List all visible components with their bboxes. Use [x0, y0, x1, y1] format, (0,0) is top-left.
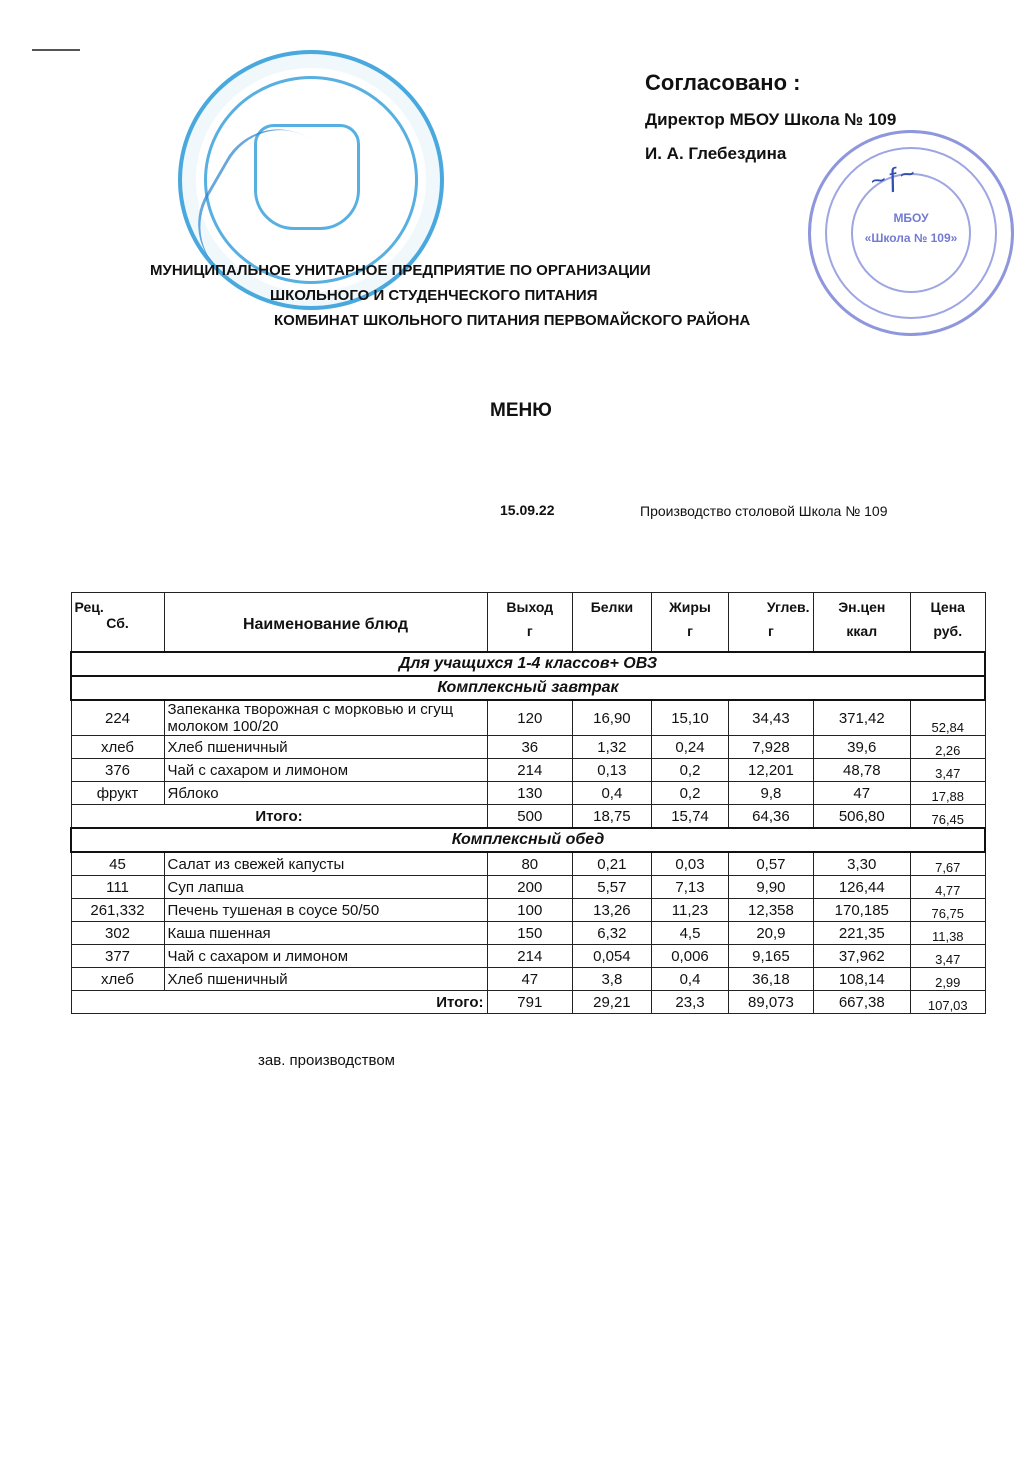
dish-carbs: 34,43 — [729, 700, 813, 736]
dish-carbs: 9,165 — [729, 945, 813, 968]
dish-protein: 3,8 — [573, 968, 652, 991]
dish-protein: 5,57 — [573, 876, 652, 899]
dish-row — [71, 852, 985, 876]
dish-fat: 0,2 — [651, 782, 729, 805]
dish-recipe-number: 302 — [71, 922, 164, 945]
dish-protein: 6,32 — [573, 922, 652, 945]
breakfast-rows — [71, 700, 985, 805]
scan-mark — [32, 49, 80, 51]
dish-row — [71, 968, 985, 991]
dish-carbs: 7,928 — [729, 736, 813, 759]
total-label: Итого: — [71, 805, 487, 829]
dish-fat: 15,10 — [651, 700, 729, 736]
dish-recipe-number: хлеб — [71, 968, 164, 991]
dish-row — [71, 759, 985, 782]
dish-fat: 11,23 — [651, 899, 729, 922]
dish-carbs: 9,90 — [729, 876, 813, 899]
menu-table — [70, 592, 986, 1014]
lunch-title: Комплексный обед — [71, 828, 985, 852]
dish-row — [71, 736, 985, 759]
dish-carbs: 12,201 — [729, 759, 813, 782]
dish-recipe-number: 224 — [71, 700, 164, 736]
dish-fat: 0,24 — [651, 736, 729, 759]
dish-recipe-number: 377 — [71, 945, 164, 968]
dish-carbs: 9,8 — [729, 782, 813, 805]
col-header-recipe: Рец. Сб. — [71, 593, 164, 653]
dish-recipe-number: 45 — [71, 852, 164, 876]
dish-fat: 0,2 — [651, 759, 729, 782]
dish-fat: 0,03 — [651, 852, 729, 876]
dish-name: Запеканка творожная с морковью и сгущ молоком 100/20 — [164, 700, 487, 736]
dish-energy: 221,35 — [813, 922, 910, 945]
total-protein: 29,21 — [573, 991, 652, 1014]
total-carbs: 64,36 — [729, 805, 813, 829]
dish-carbs: 0,57 — [729, 852, 813, 876]
total-fat: 23,3 — [651, 991, 729, 1014]
dish-energy: 39,6 — [813, 736, 910, 759]
col-header-energy: Эн.цен ккал — [813, 593, 910, 653]
dish-price: 76,75 — [911, 899, 985, 922]
dish-energy: 47 — [813, 782, 910, 805]
dish-carbs: 20,9 — [729, 922, 813, 945]
dish-protein: 0,054 — [573, 945, 652, 968]
approval-block — [645, 70, 896, 164]
dish-name: Суп лапша — [164, 876, 487, 899]
dish-price: 17,88 — [911, 782, 985, 805]
dish-price: 52,84 — [911, 700, 985, 736]
group-title-row — [71, 652, 985, 676]
lunch-title-row — [71, 828, 985, 852]
dish-name: Хлеб пшеничный — [164, 736, 487, 759]
dish-price: 7,67 — [911, 852, 985, 876]
dish-fat: 0,4 — [651, 968, 729, 991]
dish-carbs: 36,18 — [729, 968, 813, 991]
dish-output: 80 — [487, 852, 573, 876]
dish-fat: 0,006 — [651, 945, 729, 968]
dish-price: 4,77 — [911, 876, 985, 899]
dish-output: 100 — [487, 899, 573, 922]
dish-energy: 126,44 — [813, 876, 910, 899]
dish-fat: 7,13 — [651, 876, 729, 899]
dish-protein: 0,21 — [573, 852, 652, 876]
total-output: 791 — [487, 991, 573, 1014]
dish-price: 2,99 — [911, 968, 985, 991]
total-fat: 15,74 — [651, 805, 729, 829]
total-output: 500 — [487, 805, 573, 829]
dish-name: Чай с сахаром и лимоном — [164, 759, 487, 782]
dish-recipe-number: 111 — [71, 876, 164, 899]
approval-name: И. А. Глебездина — [645, 144, 787, 163]
menu-date: 15.09.22 — [500, 502, 555, 518]
dish-name: Салат из свежей капусты — [164, 852, 487, 876]
col-header-protein: Белки — [573, 593, 652, 653]
table-header-row — [71, 593, 985, 653]
dish-row — [71, 876, 985, 899]
footer-signature-label: зав. производством — [258, 1052, 395, 1069]
dish-protein: 1,32 — [573, 736, 652, 759]
dish-name: Яблоко — [164, 782, 487, 805]
col-header-output: Выход г — [487, 593, 573, 653]
dish-output: 214 — [487, 759, 573, 782]
approval-heading: Согласовано : — [645, 70, 801, 95]
dish-row — [71, 922, 985, 945]
dish-name: Чай с сахаром и лимоном — [164, 945, 487, 968]
dish-row — [71, 899, 985, 922]
dish-protein: 0,13 — [573, 759, 652, 782]
dish-recipe-number: хлеб — [71, 736, 164, 759]
org-line-3: КОМБИНАТ ШКОЛЬНОГО ПИТАНИЯ ПЕРВОМАЙСКОГО РАЙОНА — [274, 312, 751, 329]
dish-row — [71, 700, 985, 736]
dish-energy: 108,14 — [813, 968, 910, 991]
dish-energy: 371,42 — [813, 700, 910, 736]
dish-protein: 13,26 — [573, 899, 652, 922]
dish-output: 130 — [487, 782, 573, 805]
dish-energy: 48,78 — [813, 759, 910, 782]
dish-output: 47 — [487, 968, 573, 991]
org-line-2: ШКОЛЬНОГО И СТУДЕНЧЕСКОГО ПИТАНИЯ — [270, 287, 598, 304]
total-energy: 667,38 — [813, 991, 910, 1014]
dish-recipe-number: фрукт — [71, 782, 164, 805]
total-label: Итого: — [71, 991, 487, 1014]
dish-row — [71, 945, 985, 968]
breakfast-title: Комплексный завтрак — [71, 676, 985, 700]
dish-output: 214 — [487, 945, 573, 968]
lunch-rows — [71, 852, 985, 991]
total-protein: 18,75 — [573, 805, 652, 829]
total-energy: 506,80 — [813, 805, 910, 829]
org-line-1: МУНИЦИПАЛЬНОЕ УНИТАРНОЕ ПРЕДПРИЯТИЕ ПО ОРГАНИЗАЦИИ — [150, 262, 651, 279]
dish-energy: 37,962 — [813, 945, 910, 968]
dish-price: 11,38 — [911, 922, 985, 945]
school-stamp-line2: «Школа № 109» — [864, 231, 958, 245]
dish-fat: 4,5 — [651, 922, 729, 945]
dish-name: Каша пшенная — [164, 922, 487, 945]
dish-price: 3,47 — [911, 759, 985, 782]
col-header-carbs: Углев. г — [729, 593, 813, 653]
dish-energy: 170,185 — [813, 899, 910, 922]
dish-protein: 0,4 — [573, 782, 652, 805]
dish-recipe-number: 376 — [71, 759, 164, 782]
col-header-price: Цена руб. — [911, 593, 985, 653]
dish-output: 120 — [487, 700, 573, 736]
dish-output: 36 — [487, 736, 573, 759]
group-title: Для учащихся 1-4 классов+ ОВЗ — [71, 652, 985, 676]
page-title: МЕНЮ — [490, 400, 552, 421]
dish-row — [71, 782, 985, 805]
lunch-total-row — [71, 991, 985, 1014]
col-header-fat: Жиры г — [651, 593, 729, 653]
dish-carbs: 12,358 — [729, 899, 813, 922]
col-header-name: Наименование блюд — [164, 593, 487, 653]
dish-output: 200 — [487, 876, 573, 899]
dish-energy: 3,30 — [813, 852, 910, 876]
production-label: Производство столовой Школа № 109 — [640, 503, 888, 519]
dish-name: Печень тушеная в соусе 50/50 — [164, 899, 487, 922]
total-price: 107,03 — [911, 991, 985, 1014]
total-carbs: 89,073 — [729, 991, 813, 1014]
approval-position: Директор МБОУ Школа № 109 — [645, 110, 897, 129]
breakfast-title-row — [71, 676, 985, 700]
dish-output: 150 — [487, 922, 573, 945]
dish-name: Хлеб пшеничный — [164, 968, 487, 991]
director-signature-icon: ~ƒ~ — [867, 157, 918, 197]
total-price: 76,45 — [911, 805, 985, 829]
breakfast-total-row — [71, 805, 985, 829]
dish-price: 2,26 — [911, 736, 985, 759]
dish-recipe-number: 261,332 — [71, 899, 164, 922]
dish-price: 3,47 — [911, 945, 985, 968]
school-stamp-line1: МБОУ — [893, 211, 929, 225]
dish-protein: 16,90 — [573, 700, 652, 736]
